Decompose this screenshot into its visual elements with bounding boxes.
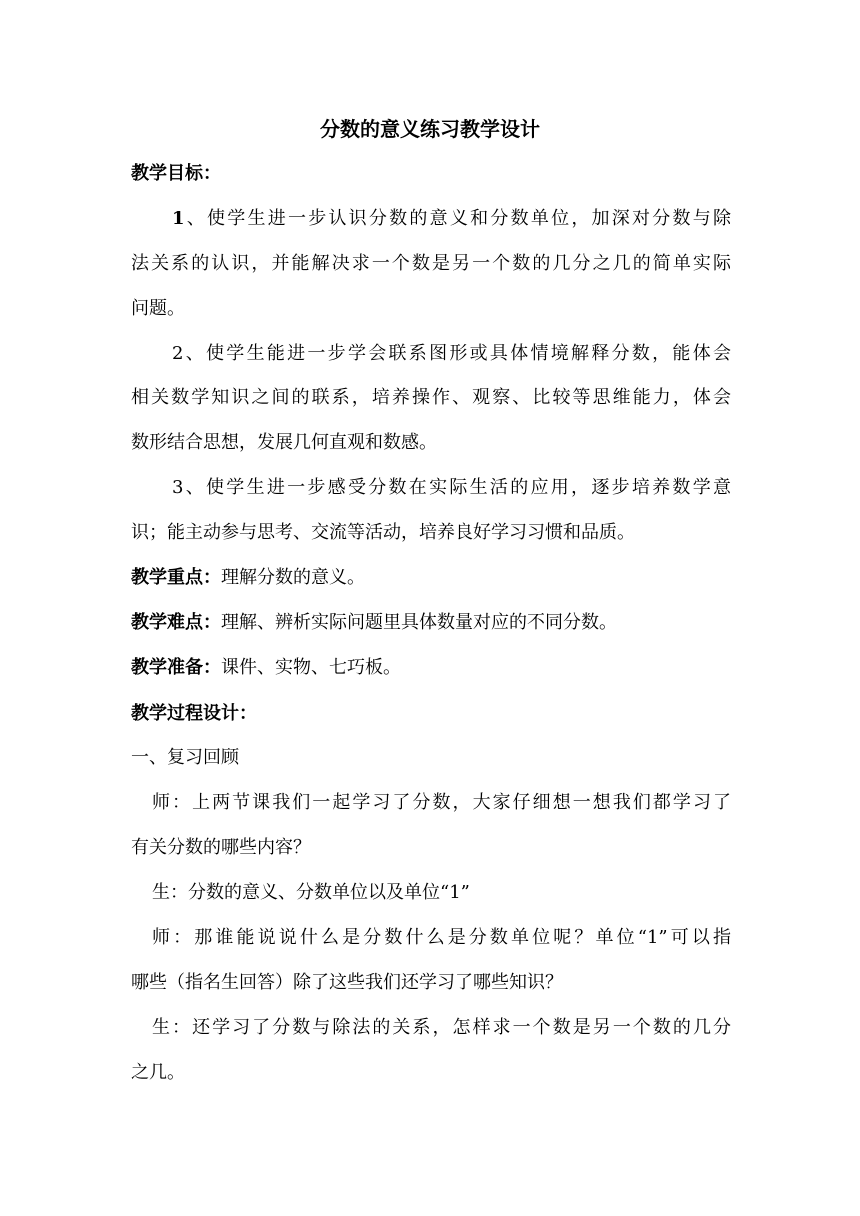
objective-2-line-1: 2、使学生能进一步学会联系图形或具体情境解释分数，能体会 bbox=[172, 343, 731, 364]
section-1-heading: 一、复习回顾 bbox=[131, 747, 239, 768]
objective-1-text: 、使学生进一步认识分数的意义和分数单位，加深对分数与除 bbox=[184, 208, 731, 229]
key-point-text: 理解分数的意义。 bbox=[221, 567, 365, 588]
objective-3-line-2: 识；能主动参与思考、交流等活动，培养良好学习习惯和品质。 bbox=[131, 522, 635, 543]
objective-2-line-3: 数形结合思想，发展几何直观和数感。 bbox=[131, 432, 437, 453]
objective-3-line-1: 3、使学生进一步感受分数在实际生活的应用，逐步培养数学意 bbox=[172, 477, 731, 498]
objective-1-line-2: 法关系的认识，并能解决求一个数是另一个数的几分之几的简单实际 bbox=[131, 253, 731, 274]
objective-2-line-2: 相关数学知识之间的联系，培养操作、观察、比较等思维能力，体会 bbox=[131, 387, 731, 408]
teacher-1-line-2: 有关分数的哪些内容？ bbox=[131, 837, 311, 858]
objective-1-number: 1 bbox=[172, 208, 185, 229]
objective-1-line-1 bbox=[172, 207, 731, 231]
preparation-line bbox=[131, 656, 731, 680]
preparation-label: 教学准备： bbox=[131, 657, 221, 678]
student-2-line-2: 之几。 bbox=[131, 1062, 185, 1083]
teacher-2-line-1: 师：那谁能说说什么是分数什么是分数单位呢？单位“1”可以指 bbox=[152, 927, 731, 948]
objectives-heading: 教学目标： bbox=[131, 163, 221, 184]
teacher-1-line-1: 师：上两节课我们一起学习了分数，大家仔细想一想我们都学习了 bbox=[152, 792, 731, 813]
difficulty-label: 教学难点： bbox=[131, 612, 221, 633]
process-heading: 教学过程设计： bbox=[131, 703, 257, 724]
preparation-text: 课件、实物、七巧板。 bbox=[221, 657, 401, 678]
objective-1-line-3: 问题。 bbox=[131, 298, 185, 319]
difficulty-line bbox=[131, 611, 731, 635]
document-title: 分数的意义练习教学设计 bbox=[320, 117, 540, 141]
teacher-2-line-2: 哪些（指名生回答）除了这些我们还学习了哪些知识？ bbox=[131, 972, 563, 993]
difficulty-text: 理解、辨析实际问题里具体数量对应的不同分数。 bbox=[221, 612, 617, 633]
student-2-line-1: 生：还学习了分数与除法的关系，怎样求一个数是另一个数的几分 bbox=[152, 1017, 731, 1038]
key-point-line bbox=[131, 566, 731, 590]
student-1-line-1: 生：分数的意义、分数单位以及单位“1” bbox=[152, 882, 470, 903]
key-point-label: 教学重点： bbox=[131, 567, 221, 588]
